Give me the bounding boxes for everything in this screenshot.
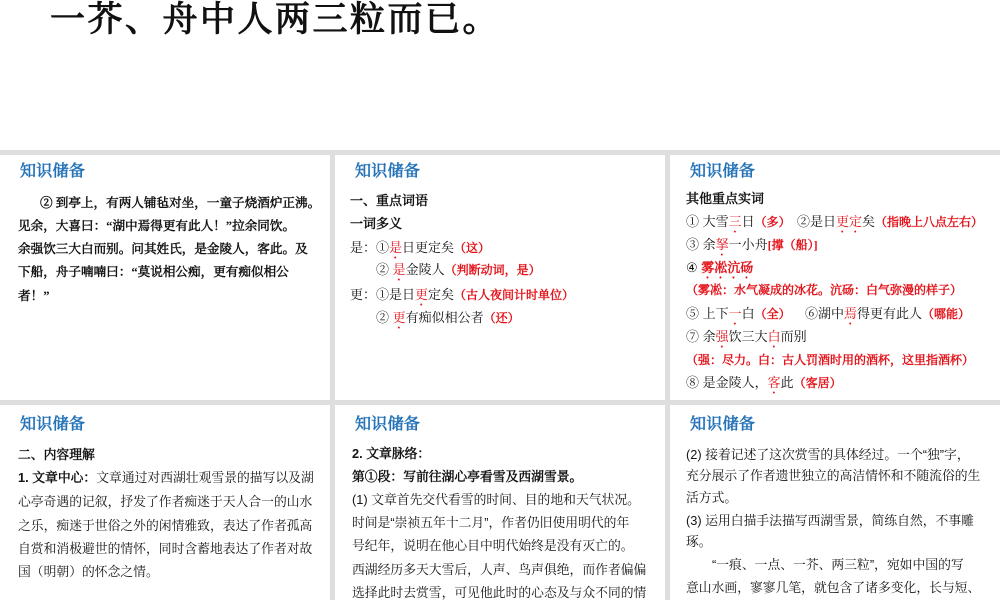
section-heading: 二、内容理解 (18, 447, 95, 462)
highlighted-word: 更定 (836, 214, 863, 229)
paragraph-line: (3) 运用白描手法描写西湖雪景，简练自然，不事雕 (686, 513, 974, 528)
annotation: （多） (754, 215, 791, 229)
annotation: （指晚上八点左右） (875, 215, 984, 229)
line-text: ② (376, 310, 393, 325)
slide-thumbnail-grid (0, 150, 1000, 600)
paragraph-line: 心亭奇遇的记叙，抒发了作者痴迷于天人合一的山水 (18, 494, 313, 509)
annotation-line (686, 280, 962, 300)
paragraph-line: 国（明朝）的怀念之情。 (18, 564, 159, 579)
word-entry (350, 238, 490, 262)
annotation: （雾凇：水气凝成的冰花。沆砀：白气弥漫的样子） (686, 283, 963, 297)
word-entry (686, 304, 791, 328)
page-title: 一芥、舟中人两三粒而已。 (50, 0, 501, 40)
highlighted-word: 是 (389, 240, 403, 255)
line-text: 金陵人 (405, 262, 445, 277)
paragraph-line: 号纪年，说明在他心目中明代始终是没有灭亡的。 (352, 538, 634, 553)
highlighted-word: 是 (392, 262, 406, 277)
word-entry (686, 258, 753, 282)
paragraph-line: 之乐，痴迷于世俗之外的闲情雅致，表达了作者孤高 (18, 518, 313, 533)
highlighted-word: 更 (415, 287, 429, 302)
word-entry (686, 212, 791, 236)
slide-thumbnail-3[interactable] (670, 155, 1000, 400)
highlighted-word: 拏 (715, 237, 729, 252)
line-text: 一小舟 (728, 237, 768, 252)
line-text: 文章通过对西湖壮观雪景的描写以及湖 (96, 470, 314, 485)
paragraph-line: 者！” (18, 289, 50, 303)
paragraph-lead: 1. 文章中心： (18, 470, 97, 485)
highlighted-word: 白 (767, 329, 781, 344)
line-text: ③ 余 (686, 237, 716, 252)
paragraph-line: 选择此时去赏雪，可见他此时的心态及与众不同的情 (352, 585, 647, 600)
word-entry (350, 285, 574, 309)
annotation: （强：尽力。白：古人罚酒时用的酒杯，这里指酒杯） (686, 353, 975, 367)
word-entry (376, 308, 520, 332)
slide-thumbnail-2[interactable] (335, 155, 665, 400)
word-entry (686, 327, 807, 351)
section-heading: 一、重点词语 (350, 193, 429, 208)
line-text: ⑧ 是金陵人， (686, 375, 768, 390)
highlighted-word: 三 (728, 214, 742, 229)
line-text: 更：①是日 (350, 287, 416, 302)
paragraph-line: (2) 接着记述了这次赏雪的具体经过。一个“独”字， (686, 447, 970, 462)
line-text: 白 (741, 306, 755, 321)
word-entry (805, 304, 970, 328)
slide-header: 知识储备 (690, 163, 756, 180)
paragraph-line: 意山水画，寥寥几笔，就包含了诸多变化，长与短、 (686, 580, 981, 595)
highlighted-word: 一 (728, 306, 742, 321)
line-text: 有痴似相公者 (405, 310, 484, 325)
slide-header: 知识储备 (20, 416, 86, 433)
line-text: ②是日 (797, 214, 837, 229)
word-entry (376, 260, 541, 284)
paragraph-line: 余强饮三大白而别。问其姓氏，是金陵人，客此。及 (18, 242, 308, 256)
annotation-line (686, 350, 974, 370)
line-text: ⑤ 上下 (686, 306, 729, 321)
slide-header: 知识储备 (690, 416, 756, 433)
highlighted-word: 焉 (844, 306, 858, 321)
paragraph-line: 琢。 (686, 534, 712, 549)
word-entry (797, 212, 983, 236)
line-text: ⑥湖中 (805, 306, 845, 321)
highlighted-word: 客 (767, 375, 781, 390)
line-text: 定矣 (428, 287, 455, 302)
line-text: 日更定矣 (402, 240, 455, 255)
line-text: 矣 (862, 214, 876, 229)
section-heading: 2. 文章脉络： (352, 446, 431, 461)
line-text: 而别 (780, 329, 807, 344)
line-text: 饮三大 (728, 329, 768, 344)
slide-header: 知识储备 (355, 163, 421, 180)
highlighted-word: 强 (715, 329, 729, 344)
paragraph-line: 充分展示了作者遗世独立的高洁情怀和不随流俗的生 (686, 468, 981, 483)
section-heading: 其他重点实词 (686, 191, 765, 206)
slide-header: 知识储备 (355, 416, 421, 433)
slide-thumbnail-5[interactable] (335, 405, 665, 600)
highlighted-word: 雾凇沆砀 (701, 260, 754, 275)
subsection-heading: 第①段：写前往湖心亭看雪及西湖雪景。 (352, 469, 583, 484)
slide-thumbnail-6[interactable] (670, 405, 1000, 600)
line-text: ① 大雪 (686, 214, 729, 229)
annotation: （客居） (793, 376, 842, 390)
annotation: [撑（船）] (767, 238, 818, 252)
line-text: ⑦ 余 (686, 329, 716, 344)
word-entry (686, 235, 818, 259)
line-text: 日 (741, 214, 755, 229)
highlighted-word: 更 (392, 310, 406, 325)
slide-header: 知识储备 (20, 163, 86, 180)
subsection-heading: 一词多义 (350, 216, 403, 231)
annotation: （还） (483, 311, 520, 325)
annotation: （哪能） (922, 307, 971, 321)
line-text: ④ (686, 260, 702, 275)
current-page-top (0, 0, 1000, 150)
paragraph-line: ② 到亭上，有两人铺毡对坐，一童子烧酒炉正沸。 (40, 196, 321, 210)
paragraph-line: 西湖经历多天大雪后，人声、鸟声俱绝，而作者偏偏 (352, 562, 647, 577)
paragraph-line: 下船，舟子喃喃曰：“莫说相公痴，更有痴似相公 (18, 265, 289, 279)
line-text: 是：① (350, 240, 390, 255)
slide-thumbnail-4[interactable] (0, 405, 330, 600)
paragraph-line: 活方式。 (686, 490, 738, 505)
slide-thumbnail-1[interactable] (0, 155, 330, 400)
annotation: （全） (754, 307, 791, 321)
annotation: （这） (454, 241, 491, 255)
line-text: 得更有此人 (857, 306, 923, 321)
annotation: （判断动词，是） (444, 263, 541, 277)
paragraph-line: “一痕、一点、一芥、两三粒”，宛如中国的写 (712, 557, 964, 572)
word-entry (686, 373, 842, 397)
paragraph-line: (1) 文章首先交代看雪的时间、目的地和天气状况。 (352, 492, 640, 507)
annotation: （古人夜间计时单位） (454, 288, 575, 302)
line-text: 此 (780, 375, 794, 390)
paragraph-line: 见余，大喜曰：“湖中焉得更有此人！”拉余同饮。 (18, 219, 296, 233)
paragraph-line (18, 468, 314, 488)
line-text: ② (376, 262, 393, 277)
paragraph-line: 时间是“崇祯五年十二月”，作者仍旧使用明代的年 (352, 515, 630, 530)
paragraph-line: 自赏和消极避世的情怀，同时含蓄地表达了作者对故 (18, 541, 313, 556)
